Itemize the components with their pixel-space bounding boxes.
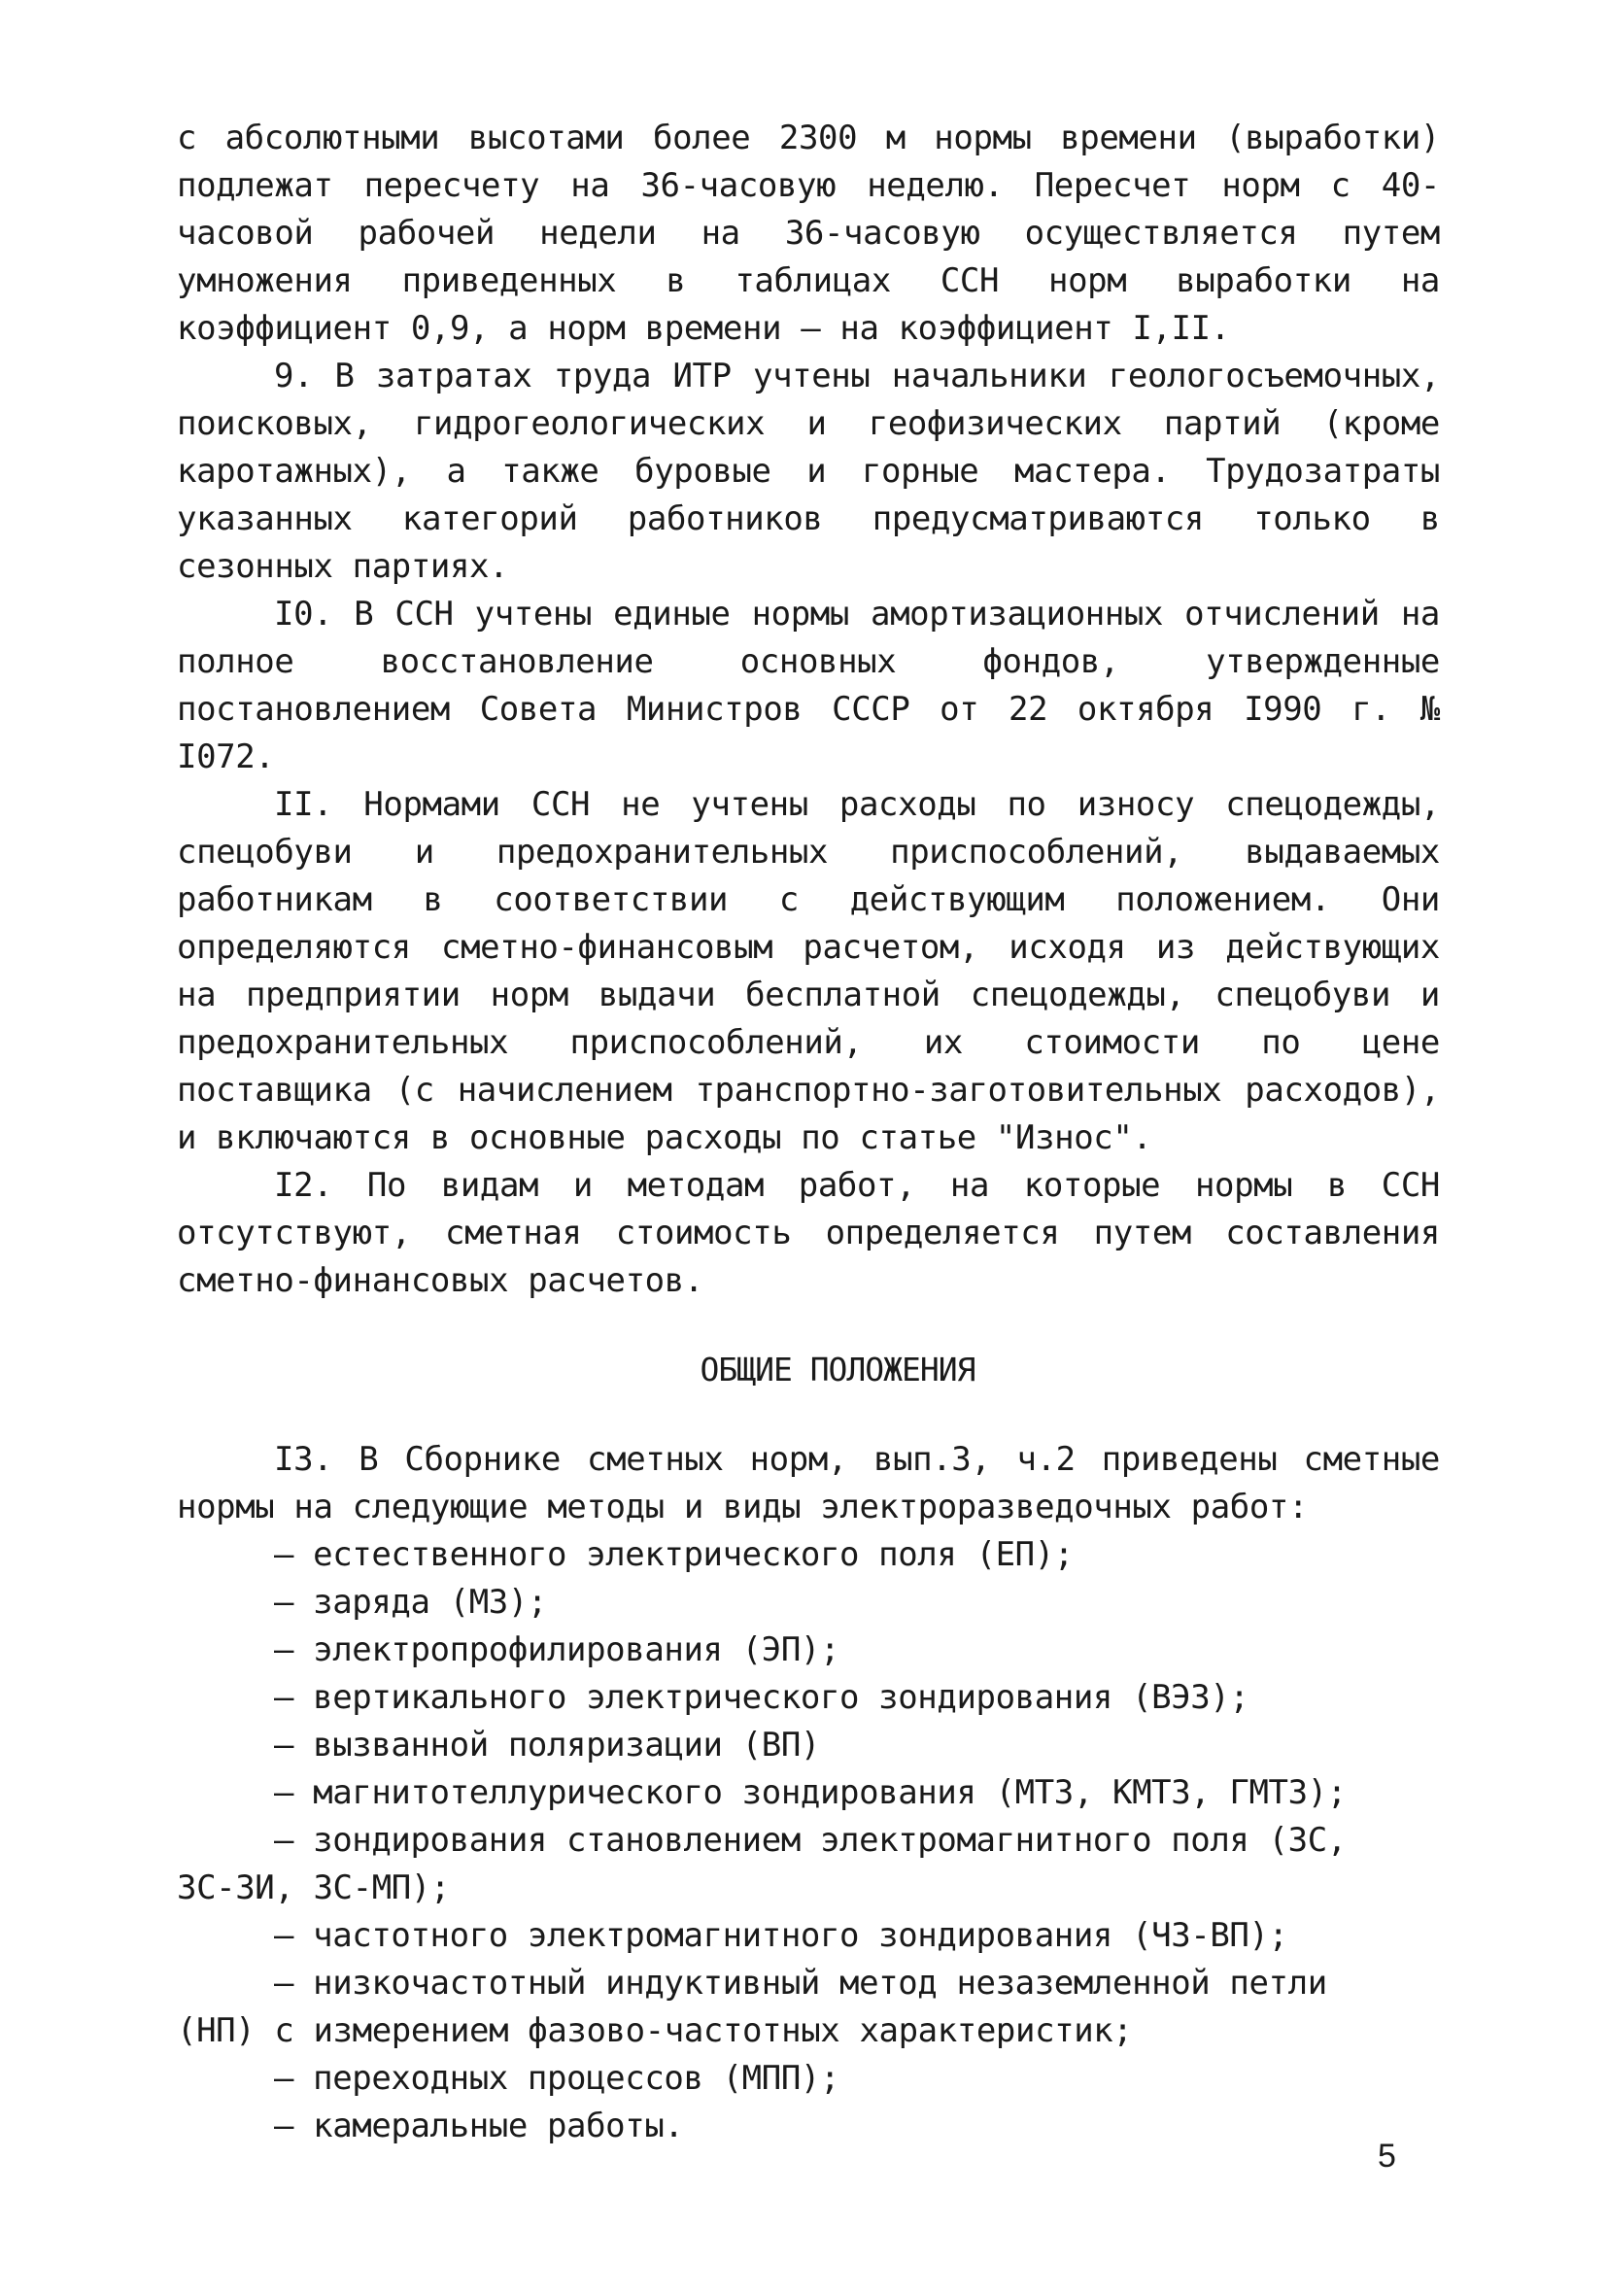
list-item: – заряда (МЗ); [274,1583,547,1622]
list-item: – магнитотеллурического зондирования (МТЗ, КМТЗ, ГМТЗ); [274,1773,1347,1812]
list-item: – электропрофилирования (ЭП); [274,1630,840,1669]
list-item-line: – зондирования становлением электромагнитного поля (ЗС, [274,1821,1347,1860]
list-item: – частотного электромагнитного зондирования (ЧЗ-ВП); [274,1916,1288,1955]
paragraph-12: I2. По видам и методам работ, на которые нормы в ССН отсутствуют, сметная стоимость определяется путем составления сметно-финансовых расчетов. [177,1166,1440,1300]
list-item: – переходных процессов (МПП); [274,2059,840,2098]
list-item-line: ЗС-ЗИ, ЗС-МП); [177,1868,450,1907]
list-item: – камеральные работы. [274,2107,684,2145]
page-number: 5 [1378,2138,1396,2175]
list-item: – естественного электрического поля (ЕП); [274,1535,1074,1574]
methods-list [177,1531,1440,2150]
section-heading: ОБЩИЕ ПОЛОЖЕНИЯ [700,1351,975,1388]
list-item-line: – низкочастотный индуктивный метод незаземленной петли [274,1964,1327,2003]
list-item: – вертикального электрического зондирования (ВЭЗ); [274,1678,1249,1717]
paragraph-13: I3. В Сборнике сметных норм, вып.3, ч.2 приведены сметные нормы на следующие методы и виды электроразведочных работ: [177,1440,1440,1526]
list-item-line: (НП) с измерением фазово-частотных характеристик; [177,2011,1133,2050]
paragraph-10: I0. В ССН учтены единые нормы амортизационных отчислений на полное восстановление основных фондов, утвержденные постановлением Совета Министров СССР от 22 октября I990 г. № I072. [177,595,1440,776]
page-body [177,115,1440,2150]
paragraph-9: 9. В затратах труда ИТР учтены начальники геологосъемочных, поисковых, гидрогеологических и геофизических партий (кроме каротажных), а также буровые и горные мастера. Трудозатраты указанных категорий работников предусматриваются только в сезонных партиях. [177,357,1440,586]
list-item [177,1960,1440,2055]
list-item: – вызванной поляризации (ВП) [274,1726,820,1765]
paragraph-11: II. Нормами ССН не учтены расходы по износу спецодежды, спецобуви и предохранительных приспособлений, выдаваемых работникам в соответствии с действующим положением. Они определяются сметно-финансовым расчетом, исходя из действующих на предприятии норм выдачи бесплатной спецодежды, спецобуви и предохранительных приспособлений, их стоимости по цене поставщика (с начислением транспортно-заготовительных расходов), и включаются в основные расходы по статье "Износ". [177,785,1440,1157]
list-item [177,1817,1440,1912]
paragraph-8-continuation: с абсолютными высотами более 2300 м нормы времени (выработки) подлежат пересчету на 36-часовую неделю. Пересчет норм с 40-часовой рабочей недели на 36-часовую осуществляется путем умножения приведенных в таблицах ССН норм выработки на коэффициент 0,9, а норм времени – на коэффициент I,II. [177,119,1440,348]
